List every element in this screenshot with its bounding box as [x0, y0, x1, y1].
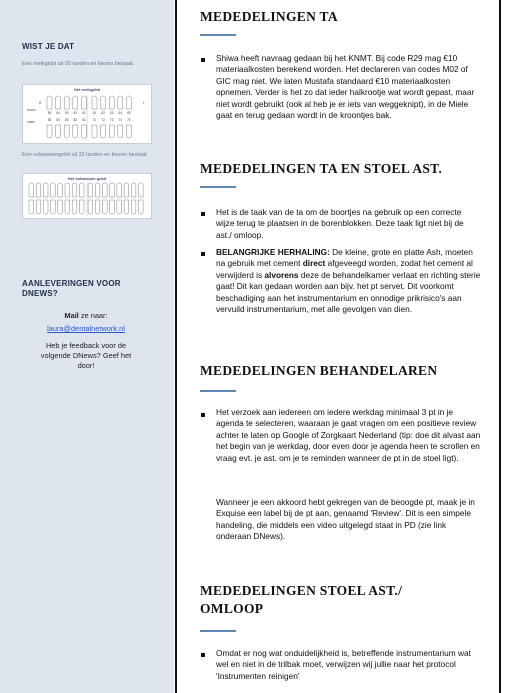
lower-tooth-number: 71 — [92, 118, 97, 122]
tooth-outline — [81, 96, 86, 109]
behandelaren-bullet-1: Het verzoek aan iedereen om iedere werkdag minimaal 3 pt in je agenda te selecteren, waaraan je gaat vragen om een positieve review achter te laten op Google of Zorgkaart Nederland (tip: doe dit alvast aan het begin van je werkdag, door even door je agenda heen te scrollen en vraag evt. je ast. om je te reminden wanneer de pt in de stoel ligt). — [216, 407, 481, 463]
milk-chart-lower-label: onder — [27, 120, 36, 124]
important-repeat-label: BELANGRIJKE HERHALING: — [216, 247, 330, 257]
ta-stoel-bullet-2-part-a: De kleine, grote en platte Ash, moeten na gebruik met cement — [216, 247, 473, 269]
tooth-outline — [47, 96, 52, 109]
tooth-outline — [56, 125, 61, 138]
emphasis-direct: direct — [302, 258, 326, 269]
section-title-ta: MEDEDELINGEN TA — [200, 9, 338, 24]
section-rule-behandelaren — [200, 390, 236, 392]
mail-address-line — [22, 324, 150, 334]
tooth-outline — [95, 183, 100, 197]
bullet-icon — [201, 653, 205, 657]
tooth-outline — [79, 183, 84, 197]
mail-label: Mail — [64, 311, 79, 320]
tooth-outline — [81, 125, 86, 138]
tooth-outline — [131, 200, 136, 214]
section-title-stoel-omloop-line1: MEDEDELINGEN STOEL AST./ — [200, 583, 403, 598]
bullet-icon — [201, 58, 205, 62]
tooth-outline — [88, 183, 93, 197]
milk-chart-upper-label: boven — [27, 108, 36, 112]
section-rule-ta-stoel — [200, 186, 236, 188]
feedback-text: Heb je feedback voor de volgende DNews? Geef het door! — [40, 341, 132, 370]
tooth-outline — [58, 200, 63, 214]
tooth-outline — [124, 200, 129, 214]
tooth-outline — [29, 200, 34, 214]
tooth-outline — [64, 96, 69, 109]
milk-chart-side-right: L — [143, 101, 145, 105]
submissions-heading: AANLEVERINGEN VOOR DNEWS? — [22, 279, 121, 298]
adult-teeth-diagram — [23, 174, 151, 218]
bullet-icon — [201, 212, 205, 216]
milk-teeth-caption: Een melkgebit uit 20 tanden en kiezen bestaat. — [22, 61, 135, 67]
lower-tooth-number: 72 — [101, 118, 105, 122]
ta-stoel-bullet-2-part-b: afgeveegd worden, zodat het cement al verwijderd is — [216, 258, 473, 280]
milk-chart-side-left: R — [39, 101, 42, 105]
tooth-outline — [109, 125, 114, 138]
tooth-outline — [95, 200, 100, 214]
tooth-outline — [88, 200, 93, 214]
lower-tooth-number: 83 — [64, 118, 69, 122]
did-you-know-heading: WIST JE DAT — [22, 42, 75, 51]
milk-chart-title: Het melkgebit — [73, 87, 101, 92]
upper-tooth-number: 52 — [73, 111, 78, 115]
mail-address-link[interactable]: laura@dentalnetwork.nl — [47, 324, 125, 333]
tooth-outline — [79, 200, 84, 214]
tooth-outline — [110, 183, 115, 197]
section-title-stoel-omloop-line2: OMLOOP — [200, 601, 264, 616]
mail-line — [22, 311, 150, 321]
upper-tooth-number: 61 — [92, 111, 97, 115]
lower-tooth-number: 74 — [118, 118, 123, 122]
bullet-icon — [201, 252, 205, 256]
adult-teeth-caption: Een volwassengebit uit 32 tanden en kiezen bestaat — [22, 152, 147, 158]
tooth-outline — [139, 183, 144, 197]
tooth-outline — [126, 125, 131, 138]
ta-stoel-bullet-1: Het is de taak van de ta om de boortjes na gebruik op een correcte wijze terug te plaatsen in de borenblokken. Deze taak ligt niet bij de ast./ omloop. — [216, 207, 464, 240]
lower-tooth-number: 85 — [47, 118, 52, 122]
tooth-outline — [51, 183, 56, 197]
ta-stoel-bullet-2 — [216, 247, 481, 315]
lower-tooth-number: 84 — [56, 118, 60, 122]
ta-stoel-bullet-2-part-c: deze de behandelkamer verlaat en richting sterie gaat! Dit kan gedaan worden aan bijv. het pt servet. Dit voorkomt beschadiging aan het instrumentarium en onnodige prikrisico's aan vervuild instrumentarium, met alle gevolgen van dien. — [216, 269, 481, 315]
tooth-outline — [43, 183, 48, 197]
tooth-outline — [72, 183, 77, 197]
tooth-outline — [73, 96, 78, 109]
tooth-outline — [118, 96, 123, 109]
lower-tooth-number: 82 — [73, 118, 78, 122]
tooth-outline — [64, 125, 69, 138]
tooth-outline — [65, 183, 70, 197]
tooth-outline — [118, 125, 123, 138]
section-title-behandelaren: MEDEDELINGEN BEHANDELAREN — [200, 363, 438, 378]
lower-tooth-number: 75 — [127, 118, 131, 122]
section-rule-stoel-omloop — [200, 630, 236, 632]
tooth-outline — [72, 200, 77, 214]
stoel-omloop-bullet-1: Omdat er nog wat onduidelijkheid is, betreffende instrumentarium wat wel en niet in de trilbak moet, verwijzen wij jullie naar het protocol 'Instrumenten reinigen' — [216, 648, 471, 681]
behandelaren-para-2: Wanneer je een akkoord hebt gekregen van de beoogde pt, maak je in Exquise een label bij de pt aan, genaamd 'Review'. Dit is een simpele handeling, die middels een video uitgelegd staat in PD (zie link onderaan DNews). — [216, 497, 475, 542]
tooth-outline — [124, 183, 129, 197]
tooth-outline — [92, 125, 97, 138]
upper-tooth-number: 54 — [56, 111, 60, 115]
section-rule-ta — [200, 34, 236, 36]
tooth-outline — [131, 183, 136, 197]
tooth-outline — [47, 125, 52, 138]
upper-tooth-number: 62 — [101, 111, 105, 115]
sidebar — [0, 0, 174, 693]
upper-tooth-number: 65 — [127, 111, 131, 115]
tooth-outline — [109, 96, 114, 109]
tooth-outline — [117, 200, 122, 214]
tooth-outline — [58, 183, 63, 197]
lower-tooth-number: 81 — [82, 118, 86, 122]
tooth-outline — [73, 125, 78, 138]
upper-tooth-number: 63 — [109, 111, 114, 115]
tooth-outline — [36, 200, 41, 214]
tooth-outline — [65, 200, 70, 214]
tooth-outline — [117, 183, 122, 197]
tooth-outline — [126, 96, 131, 109]
tooth-outline — [56, 96, 61, 109]
upper-tooth-number: 55 — [47, 111, 52, 115]
section-title-stoel-omloop — [200, 582, 402, 618]
upper-tooth-number: 64 — [118, 111, 123, 115]
tooth-outline — [103, 183, 108, 197]
tooth-outline — [92, 96, 97, 109]
tooth-outline — [101, 96, 106, 109]
bullet-icon — [201, 413, 205, 417]
section-title-ta-stoel: MEDEDELINGEN TA EN STOEL AST. — [200, 161, 443, 176]
tooth-outline — [51, 200, 56, 214]
adult-chart-title: Het volwassen gebit — [67, 176, 107, 181]
milk-teeth-chart — [22, 84, 152, 144]
emphasis-alvorens: alvorens — [264, 269, 299, 280]
tooth-outline — [110, 200, 115, 214]
tooth-outline — [43, 200, 48, 214]
milk-teeth-diagram — [23, 85, 151, 143]
tooth-outline — [29, 183, 34, 197]
upper-tooth-number: 53 — [64, 111, 69, 115]
ta-bullet-1: Shiwa heeft navraag gedaan bij het KNMT. Bij code R29 mag €10 materiaalkosten berekend worden. Het declareren van codes M02 of GIC mag niet. We laten Mustafa standaard €10 materiaalkosten opnemen. Verder is het zo dat ieder halkrootje wat wordt gepast, maar niet wordt gebruikt (ook al heb je er iets van weggeknipt), in de Miele gaat en terug gedaan wordt in de kroontjes bak. — [216, 53, 475, 121]
tooth-outline — [36, 183, 41, 197]
adult-teeth-chart — [22, 173, 152, 219]
lower-tooth-number: 73 — [109, 118, 114, 122]
tooth-outline — [139, 200, 144, 214]
tooth-outline — [103, 200, 108, 214]
mail-suffix: ze naar: — [78, 311, 108, 320]
upper-tooth-number: 51 — [82, 111, 86, 115]
tooth-outline — [101, 125, 106, 138]
